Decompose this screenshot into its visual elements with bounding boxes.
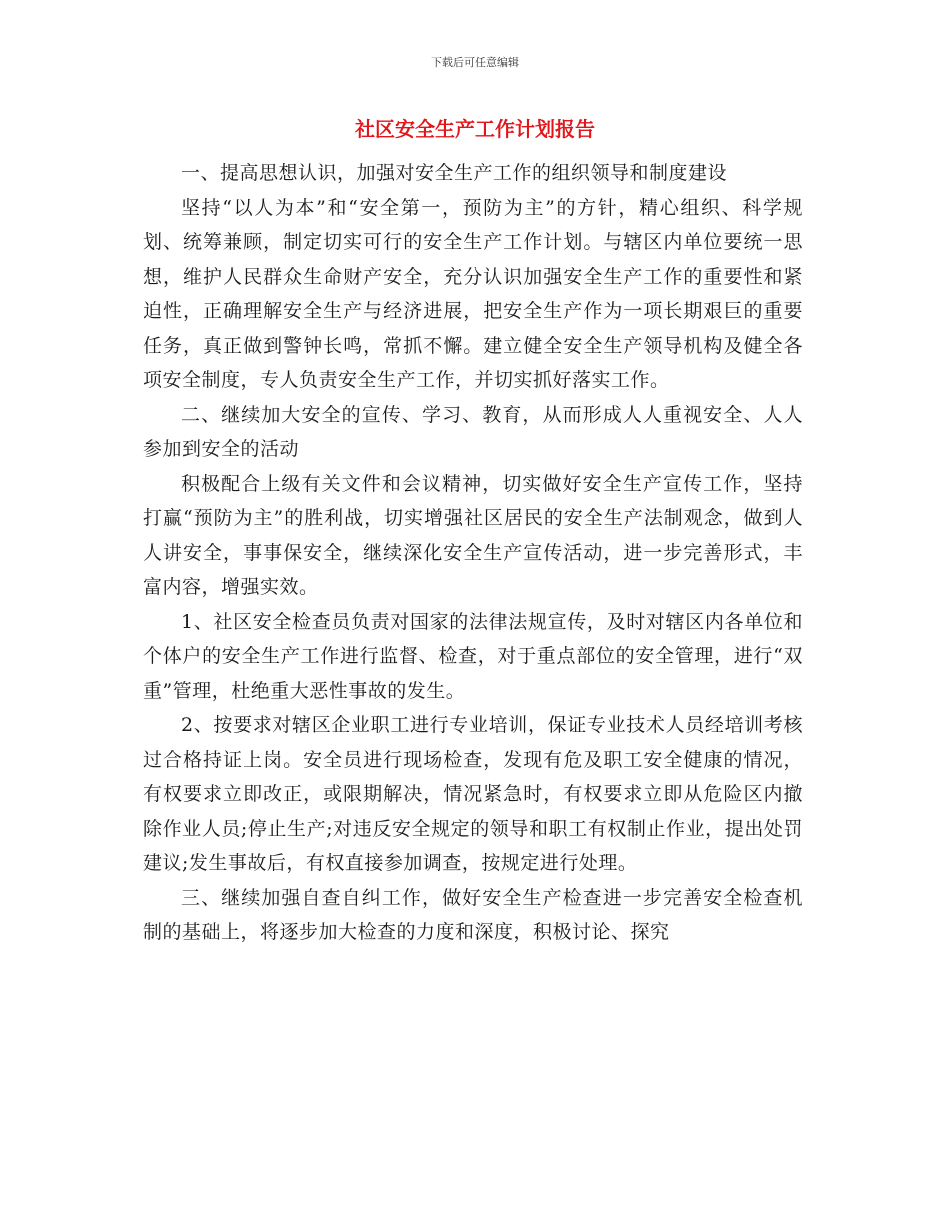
paragraph-section-1-heading: 一、提高思想认识，加强对安全生产工作的组织领导和制度建设 bbox=[181, 162, 728, 184]
document-body bbox=[143, 156, 803, 950]
paragraph-section-1-body: 坚持“以人为本”和“安全第一，预防为主”的方针，精心组织、科学规划、统筹兼顾，制定切实可行的安全生产工作计划。与辖区内单位要统一思想，维护人民群众生命财产安全，充分认识加强安全生产工作的重要性和紧迫性，正确理解安全生产与经济进展，把安全生产作为一项长期艰巨的重要任务，真正做到警钟长鸣，常抓不懈。建立健全安全生产领导机构及健全各项安全制度，专人负责安全生产工作，并切实抓好落实工作。 bbox=[143, 196, 803, 391]
paragraph-section-2-heading: 二、继续加大安全的宣传、学习、教育，从而形成人人重视安全、人人参加到安全的活动 bbox=[143, 403, 803, 460]
paragraph-section-3: 三、继续加强自查自纠工作，做好安全生产检查进一步完善安全检查机制的基础上，将逐步加大检查的力度和深度，积极讨论、探究 bbox=[143, 886, 803, 943]
paragraph-item-2: 2、按要求对辖区企业职工进行专业培训，保证专业技术人员经培训考核过合格持证上岗。安全员进行现场检查，发现有危及职工安全健康的情况，有权要求立即改正，或限期解决，情况紧急时，有权要求立即从危险区内撤除作业人员;停止生产;对违反安全规定的领导和职工有权制止作业，提出处罚建议;发生事故后，有权直接参加调查，按规定进行处理。 bbox=[143, 714, 803, 874]
paragraph-section-2-body: 积极配合上级有关文件和会议精神，切实做好安全生产宣传工作，坚持打赢“预防为主”的胜利战，切实增强社区居民的安全生产法制观念，做到人人讲安全，事事保安全，继续深化安全生产宣传活动，进一步完善形式，丰富内容，增强实效。 bbox=[143, 472, 803, 598]
header-note: 下载后可任意编辑 bbox=[431, 56, 519, 69]
paragraph-item-1: 1、社区安全检查员负责对国家的法律法规宣传，及时对辖区内各单位和个体户的安全生产工作进行监督、检查，对于重点部位的安全管理，进行“双重”管理，杜绝重大恶性事故的发生。 bbox=[143, 610, 803, 702]
document-title: 社区安全生产工作计划报告 bbox=[355, 117, 595, 141]
